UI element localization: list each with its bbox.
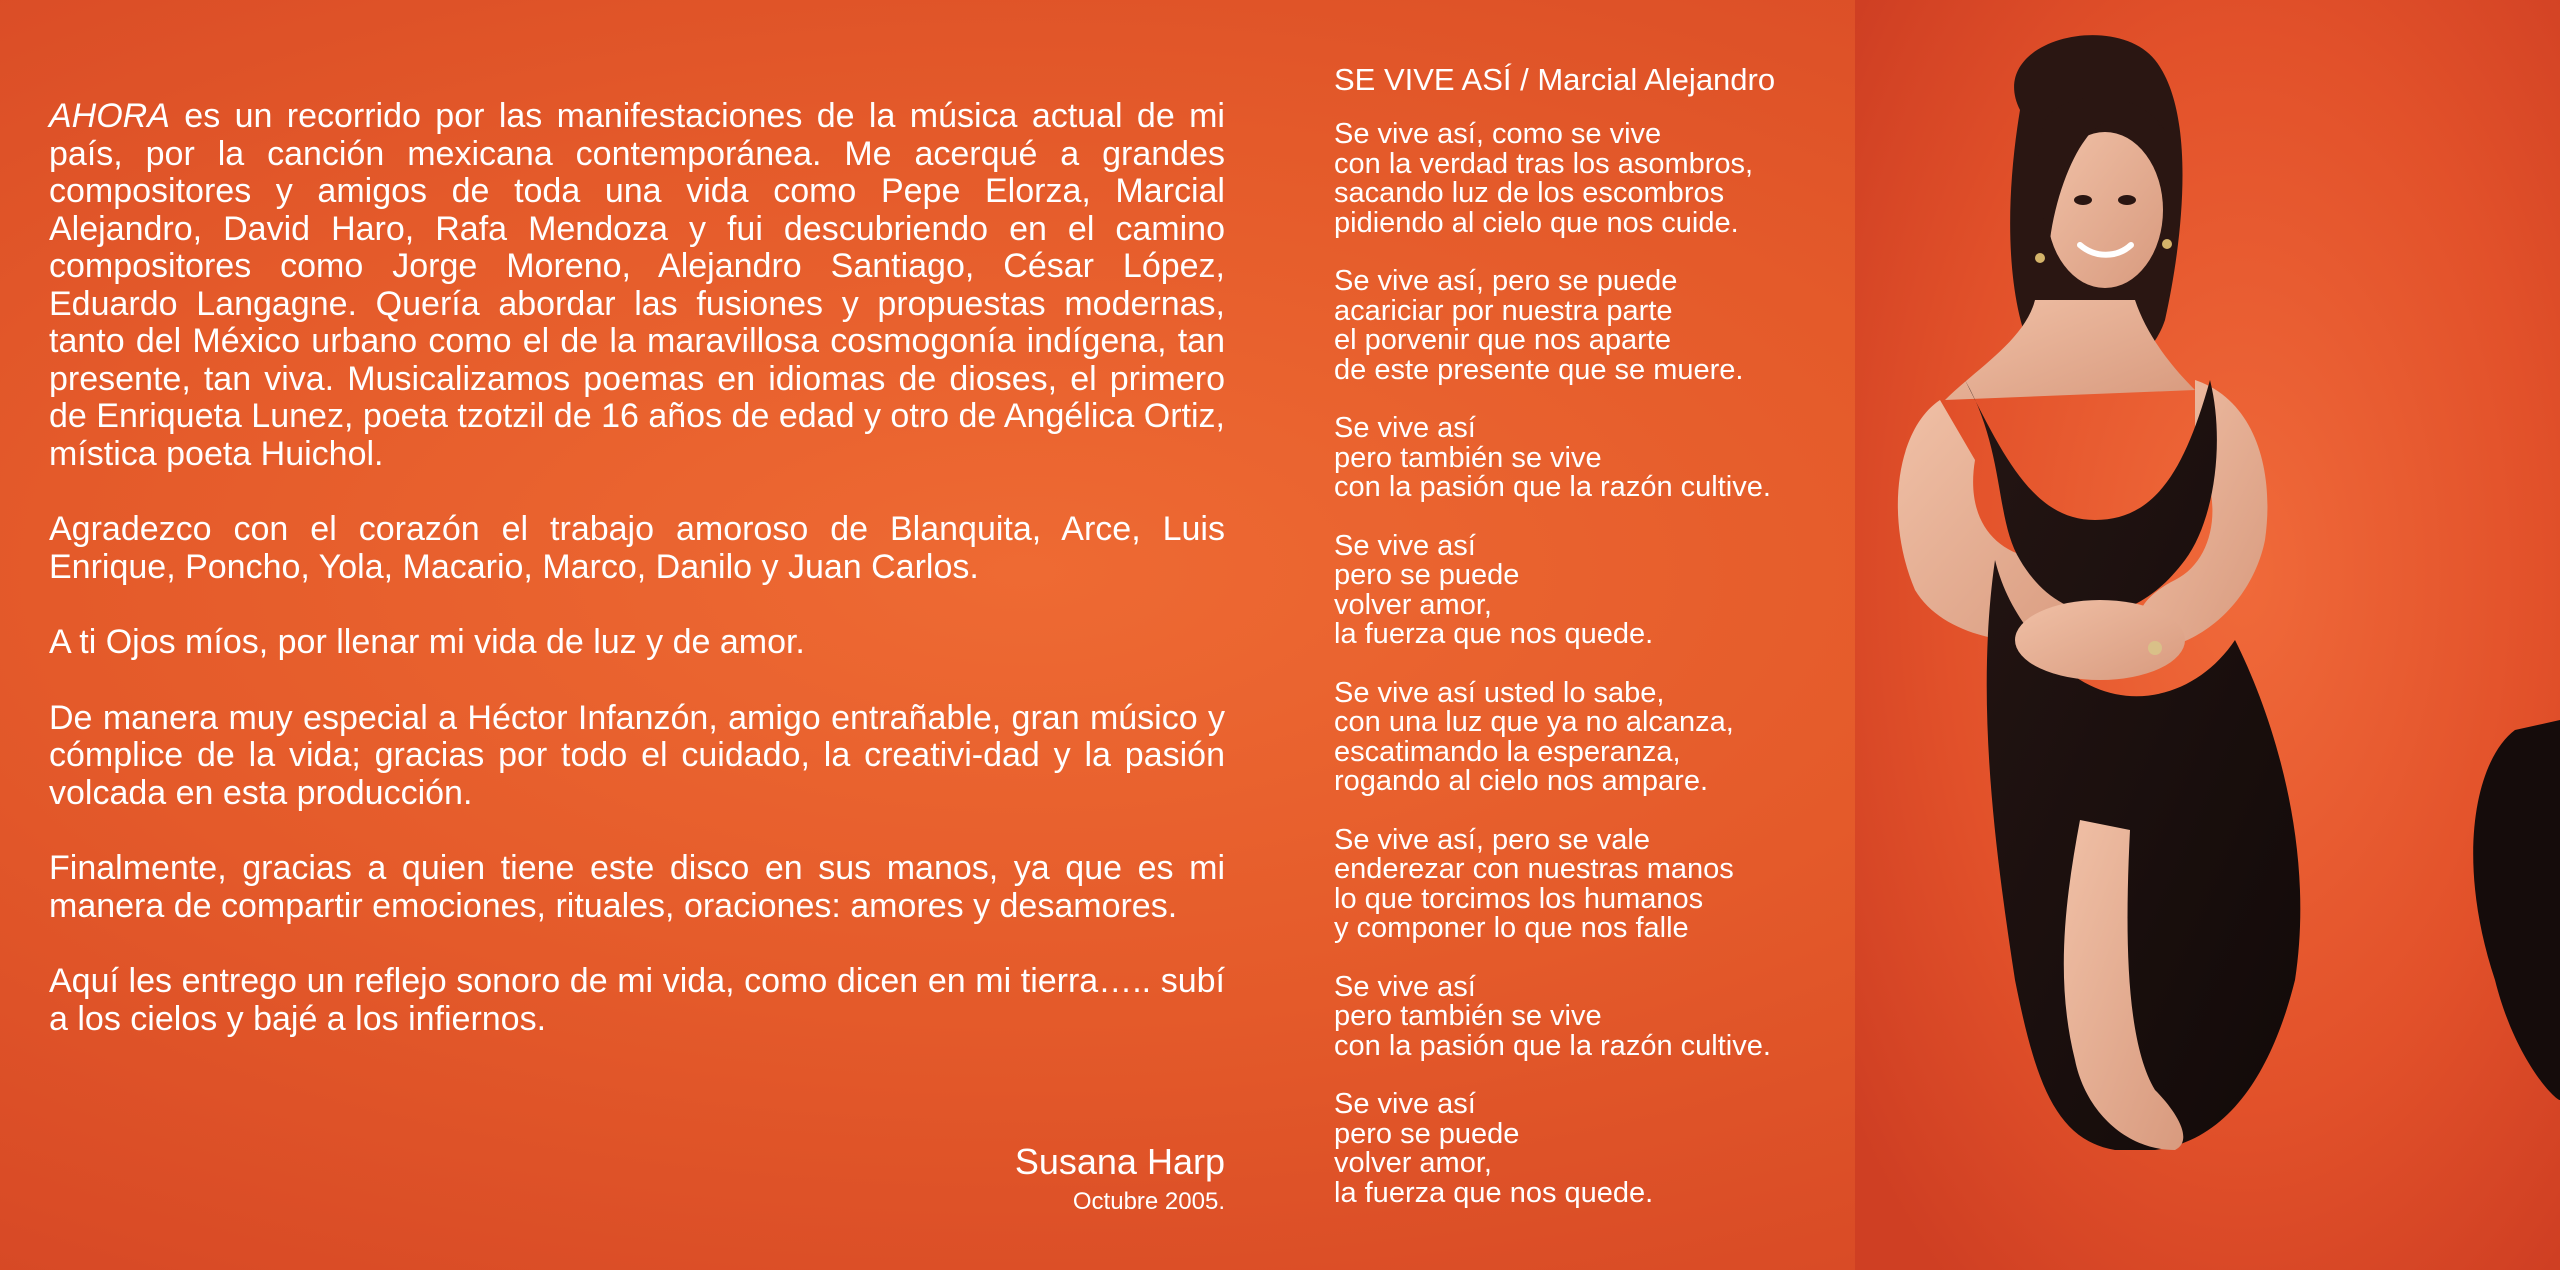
liner-notes-text [49,98,1225,1076]
liner-paragraph-3: A ti Ojos míos, por llenar mi vida de luz y de amor. [49,623,805,661]
poem-line: enderezar con nuestras manos [1334,853,1734,885]
poem-line: pero también se vive [1334,1000,1602,1032]
poem-line: la fuerza que nos quede. [1334,618,1654,650]
liner-paragraph-4: De manera muy especial a Héctor Infanzón, amigo entrañable, gran músico y cómplice de la vida; gracias por todo el cuidado, la creativi-dad y la pasión volcada en esta producción. [49,698,1225,812]
liner-paragraph-1 [49,98,1225,473]
poem-line: Se vive así, pero se vale [1334,823,1650,856]
poem-line: la fuerza que nos quede. [1334,1176,1654,1209]
poem-line: Se vive así [1334,970,1476,1003]
poem-line: acariciar por nuestra parte [1334,294,1673,327]
poem-line: volver amor, [1334,1147,1492,1179]
signature-name: Susana Harp [1014,1141,1225,1182]
poem-line: volver amor, [1334,588,1492,621]
signature-date: Octubre 2005. [1072,1188,1225,1215]
liner-paragraph-6: Aquí les entrego un reflejo sonoro de mi vida, como dicen en mi tierra….. subí a los cielos y bajé a los infiernos. [49,962,1225,1038]
poem-title: SE VIVE ASÍ / Marcial Alejandro [1334,62,1776,97]
poem-line: con la verdad tras los asombros, [1334,147,1754,180]
poem-line: pero se puede [1334,1117,1520,1150]
liner-paragraph-1-body: es un recorrido por las manifestaciones de la música actual de mi país, por la canción mexicana contemporánea. Me acerqué a grandes compositores y amigos de toda una vida como Pepe Elorza, Marcial Alejandro, David Haro, Rafa Mendoza y fui descubriendo en el camino compositores como Jorge Moreno, Alejandro Santiago, César López, Eduardo Langagne. Quería abordar las fusiones y propuestas modernas, tanto del México urbano como el de la maravillosa cosmogonía indígena, tan presente, tan viva. Musicalizamos poemas en idiomas de dioses, el primero de Enriqueta Lunez, poeta tzotzil de 16 años de edad y otro de Angélica Ortiz, mística poeta Huichol. [49,97,1225,473]
hands [2015,600,2185,680]
right-eye [2118,195,2136,205]
liner-paragraph-5: Finalmente, gracias a quien tiene este disco en sus manos, ya que es mi manera de compartir emociones, rituales, oraciones: amores y desamores. [49,849,1225,925]
poem-line: de este presente que se muere. [1334,353,1744,386]
poem-line: Se vive así [1334,529,1476,562]
poem-line: con la pasión que la razón cultive. [1334,1029,1771,1062]
poem-line: sacando luz de los escombros [1334,177,1725,209]
left-eye [2074,195,2092,205]
poem-line: Se vive así, pero se puede [1334,265,1678,297]
poem-line: pidiendo al cielo que nos cuide. [1334,206,1739,239]
signature-block [49,1140,1225,1220]
portrait-photo [1855,0,2560,1270]
poem-line: rogando al cielo nos ampare. [1334,765,1709,797]
earring-right [2162,239,2172,249]
poem-line: Se vive así [1334,1088,1476,1120]
album-title: AHORA [49,97,170,135]
poem-line: el porvenir que nos aparte [1334,324,1671,356]
poem-line: con una luz que ya no alcanza, [1334,706,1734,738]
poem-line: Se vive así usted lo sabe, [1334,676,1665,709]
earring-left [2035,253,2045,263]
poem-line: Se vive así [1334,412,1476,444]
poem-line: pero se puede [1334,559,1520,591]
liner-paragraph-2: Agradezco con el corazón el trabajo amoroso de Blanquita, Arce, Luis Enrique, Poncho, Yola, Macario, Marco, Danilo y Juan Carlos. [49,510,1225,586]
poem-line: y componer lo que nos falle [1334,912,1689,944]
poem-line: lo que torcimos los humanos [1334,882,1704,915]
poem-line: Se vive así, como se vive [1334,118,1662,150]
poem-line: escatimando la esperanza, [1334,735,1681,768]
ring [2148,641,2162,655]
poem-line: con la pasión que la razón cultive. [1334,471,1771,503]
poem-line: pero también se vive [1334,441,1602,474]
